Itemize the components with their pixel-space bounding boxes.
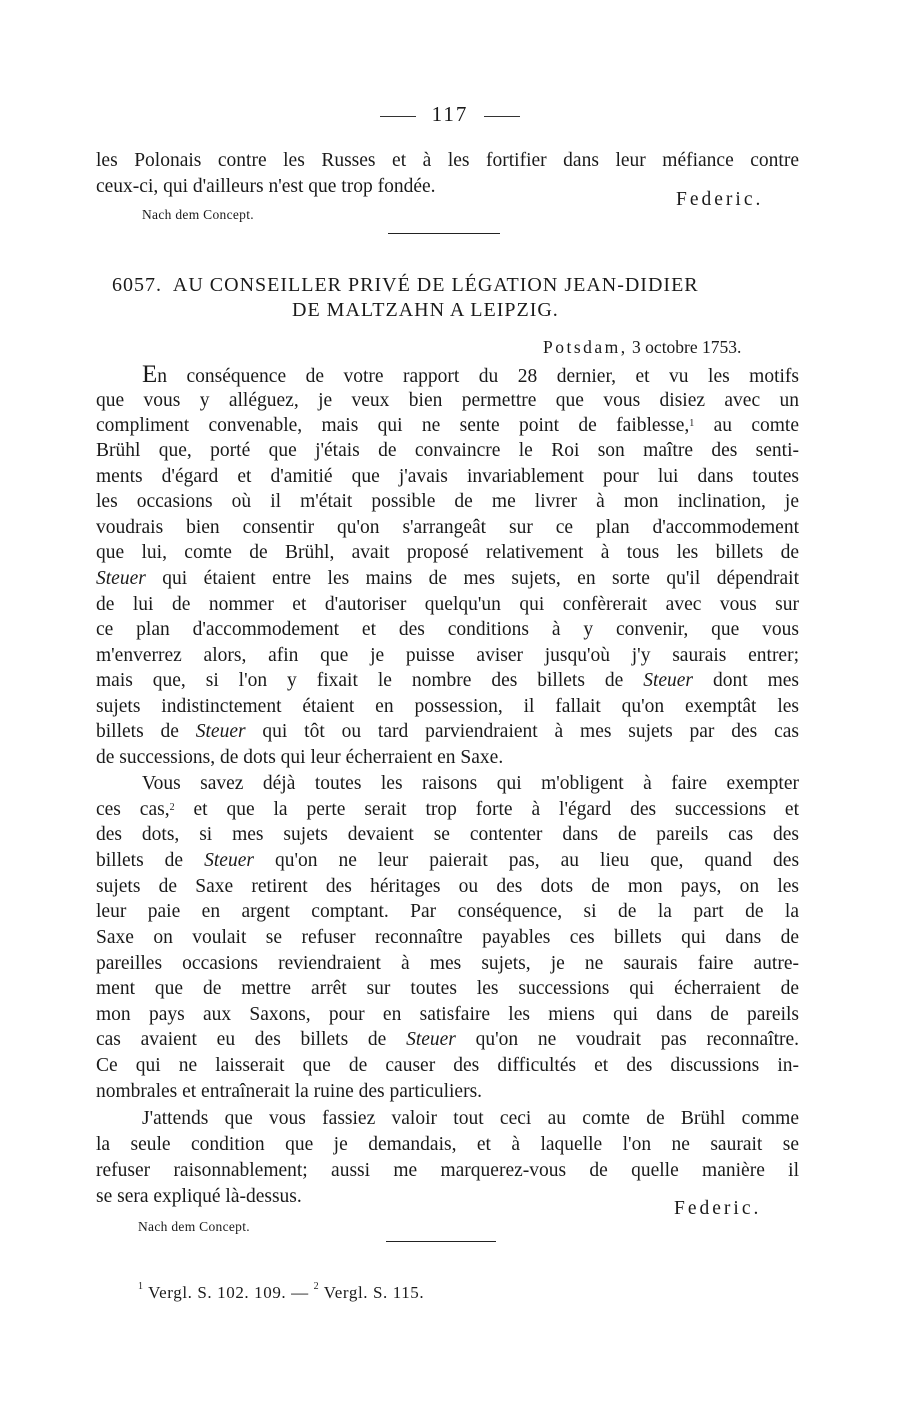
p1-line-11: m'enverrez alors, afin que je puisse aviser jusqu'où j'y saurais entrer;: [96, 645, 799, 666]
letter-date: 3 octobre 1753.: [632, 337, 742, 357]
p3-line-3: refuser raisonnablement; aussi me marquerez-vous de quelle manière il: [96, 1160, 799, 1181]
footnote-ref-1[interactable]: 1: [689, 418, 695, 429]
p1-line-15: de successions, de dots qui leur écherraient en Saxe.: [96, 747, 504, 768]
p2-line-11: cas avaient eu des billets de Steuer qu'on ne voudrait pas reconnaître.: [96, 1029, 800, 1050]
p1-line-7: que lui, comte de Brühl, avait proposé relativement à tous les billets de: [96, 542, 799, 563]
p1-line-9: de lui de nommer et d'autoriser quelqu'un qui confèrerait avec vous sur: [96, 594, 799, 615]
p2-line-2: ces cas,$^2$ et que la perte serait trop forte à l'égard des successions et: [96, 799, 799, 820]
footnote-2-text: Vergl. S. 115.: [323, 1283, 425, 1302]
p1-line-10: ce plan d'accommodement et des conditions à y convenir, que vous: [96, 619, 799, 640]
term-steuer: Steuer: [96, 568, 146, 589]
p2-line-1: Vous savez déjà toutes les raisons qui m'obligent à faire exempter: [142, 773, 799, 794]
p2-line-12: Ce qui ne laisserait que de causer des difficultés et des discussions in-: [96, 1055, 799, 1076]
p2-line-6: leur paie en argent comptant. Par conséquence, si de la part de la: [96, 901, 799, 922]
p2-line-7: Saxe on voulait se refuser reconnaître payables ces billets qui dans de: [96, 927, 799, 948]
p1-line-5: les occasions où il m'était possible de me livrer à mon inclination, je: [96, 491, 799, 512]
footnote-ref-2[interactable]: 2: [169, 802, 175, 813]
footnote-2-mark: 2: [313, 1281, 320, 1292]
p3-line-4: se sera expliqué là-dessus.: [96, 1186, 302, 1207]
letter-title-2: DE MALTZAHN A LEIPZIG.: [292, 299, 559, 321]
p2-line-13: nombrales et entraînerait la ruine des particuliers.: [96, 1081, 483, 1102]
p2-line-3: des dots, si mes sujets devaient se contenter dans de pareils cas des: [96, 824, 799, 845]
p1-line-13: sujets indistinctement étaient en possession, il fallait qu'on exemptât les: [96, 696, 799, 717]
term-steuer: Steuer: [204, 850, 254, 871]
page-number: 117: [431, 102, 469, 126]
separator-rule-2: [386, 1241, 496, 1242]
letter-number: 6057.: [112, 274, 162, 296]
header-dash-right: [484, 116, 520, 117]
p1-line-0: En conséquence de votre rapport du 28 dernier, et vu les motifs: [142, 361, 799, 388]
p1-line-1: que vous y alléguez, je veux bien permettre que vous disiez avec un: [96, 390, 799, 411]
p1-line-8: Steuer qui étaient entre les mains de mes sujets, en sorte qu'il dépendrait: [96, 568, 799, 589]
term-steuer: Steuer: [406, 1029, 456, 1050]
intro-line-1: les Polonais contre les Russes et à les fortifier dans leur méfiance contre: [96, 150, 799, 171]
letter-dateline: [543, 337, 741, 358]
page-header: [0, 102, 900, 127]
p1-line-2: compliment convenable, mais qui ne sente point de faiblesse,$^1$ au comte: [96, 415, 800, 436]
p2-line-8: pareilles occasions reviendraient à mes sujets, je ne saurais faire autre-: [96, 953, 799, 974]
letter-heading-line-1: [112, 274, 699, 297]
term-steuer: Steuer: [195, 721, 246, 742]
p2-line-5: sujets de Saxe retirent des héritages ou des dots de mon pays, on les: [96, 876, 799, 897]
p2-line-10: mon pays aux Saxons, pour en satisfaire les miens qui dans de pareils: [96, 1004, 799, 1025]
intro-line-2: ceux-ci, qui d'ailleurs n'est que trop fondée.: [96, 176, 436, 197]
footnote-1-text: Vergl. S. 102. 109. —: [148, 1283, 309, 1302]
p2-line-9: ment que de mettre arrêt sur toutes les successions qui écherraient de: [96, 978, 799, 999]
letter-source-note: Nach dem Concept.: [138, 1219, 250, 1234]
p1-line-6: voudrais bien consentir qu'on s'arrangeât sur ce plan d'accommodement: [96, 517, 799, 538]
term-steuer: Steuer: [643, 670, 694, 691]
intro-signature: Federic.: [676, 189, 764, 210]
letter-signature: Federic.: [674, 1198, 762, 1219]
p1-line-3: Brühl que, porté que j'étais de convaincre le Roi son maître des senti-: [96, 440, 799, 461]
header-dash-left: [380, 116, 416, 117]
letter-title-1: AU CONSEILLER PRIVÉ DE LÉGATION JEAN-DIDIER: [172, 274, 699, 296]
p1-line-14: billets de Steuer qui tôt ou tard parviendraient à mes sujets par des cas: [96, 721, 799, 742]
p1-line-4: ments d'égard et d'amitié que j'avais invariablement pour lui dans toutes: [96, 466, 799, 487]
intro-source-note: Nach dem Concept.: [142, 207, 254, 222]
p3-line-2: la seule condition que je demandais, et à laquelle l'on ne saurait se: [96, 1134, 799, 1155]
footnotes: [138, 1283, 424, 1303]
p1-line-12: mais que, si l'on y fixait le nombre des billets de Steuer dont mes: [96, 670, 799, 691]
separator-rule-1: [388, 233, 500, 234]
drop-capital: E: [142, 361, 158, 388]
p2-line-4: billets de Steuer qu'on ne leur paierait pas, au lieu que, quand des: [96, 850, 800, 871]
p3-line-1: J'attends que vous fassiez valoir tout ceci au comte de Brühl comme: [142, 1108, 799, 1129]
letter-place: Potsdam,: [543, 337, 628, 357]
footnote-1-mark: 1: [138, 1281, 144, 1292]
